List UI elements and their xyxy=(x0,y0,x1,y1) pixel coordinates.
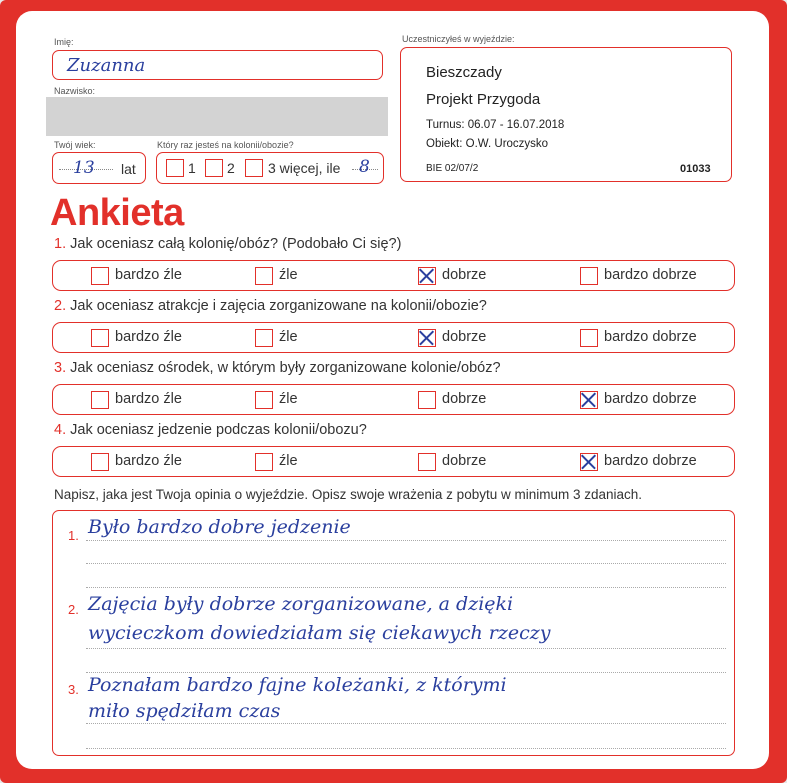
surname-label: Nazwisko: xyxy=(54,86,96,96)
answer-checkbox[interactable] xyxy=(580,391,598,409)
answer-label: dobrze xyxy=(442,329,487,345)
opinion-number: 2. xyxy=(68,602,79,617)
times-3-label: 3 więcej, ile xyxy=(268,160,341,176)
times-1-label: 1 xyxy=(188,160,196,176)
age-field[interactable] xyxy=(52,152,146,184)
times-2-label: 2 xyxy=(227,160,235,176)
age-label: Twój wiek: xyxy=(54,140,96,150)
surname-redacted xyxy=(46,97,388,136)
writing-line xyxy=(86,587,726,588)
times-field xyxy=(156,152,384,184)
writing-line xyxy=(86,540,726,541)
answer-label: dobrze xyxy=(442,267,487,283)
name-label: Imię: xyxy=(54,37,74,47)
answer-checkbox[interactable] xyxy=(255,329,273,347)
answer-checkbox[interactable] xyxy=(580,329,598,347)
writing-line xyxy=(86,672,726,673)
opinion-number: 1. xyxy=(68,528,79,543)
opinion-number: 3. xyxy=(68,682,79,697)
answer-row-4 xyxy=(52,446,735,477)
turnus-label: Turnus: xyxy=(426,119,465,131)
obiekt-value: O.W. Uroczysko xyxy=(465,138,549,150)
answer-checkbox[interactable] xyxy=(580,267,598,285)
name-value: Zuzanna xyxy=(67,55,146,76)
answer-checkbox[interactable] xyxy=(418,453,436,471)
writing-line xyxy=(86,723,726,724)
obiekt-label: Obiekt: xyxy=(426,138,463,150)
question-number: 1. xyxy=(54,236,67,252)
opinion-handwriting: Było bardzo dobre jedzenie xyxy=(88,516,351,538)
survey-title: Ankieta xyxy=(50,192,184,234)
answer-label: bardzo źle xyxy=(115,267,182,283)
times-1-checkbox[interactable] xyxy=(166,159,184,177)
question-text: Jak oceniasz jedzenie podczas kolonii/obozu? xyxy=(70,422,367,438)
trip-line1: Bieszczady xyxy=(426,64,502,81)
opinion-handwriting: wycieczkom dowiedziałam się ciekawych rzeczy xyxy=(88,622,551,644)
question-text: Jak oceniasz całą kolonię/obóz? (Podobało Ci się?) xyxy=(70,236,402,252)
answer-label: dobrze xyxy=(442,391,487,407)
question-number: 3. xyxy=(54,360,67,376)
answer-row-1 xyxy=(52,260,735,291)
trip-line2: Projekt Przygoda xyxy=(426,91,541,108)
question-number: 2. xyxy=(54,298,67,314)
answer-checkbox[interactable] xyxy=(580,453,598,471)
question-2 xyxy=(54,298,487,314)
answer-checkbox[interactable] xyxy=(255,391,273,409)
times-3-checkbox[interactable] xyxy=(245,159,263,177)
age-value: 13 xyxy=(73,158,95,178)
trip-number: 01033 xyxy=(680,163,711,175)
name-field[interactable] xyxy=(52,50,383,80)
answer-checkbox[interactable] xyxy=(418,329,436,347)
opinion-prompt: Napisz, jaka jest Twoja opinia o wyjeździe. Opisz swoje wrażenia z pobytu w minimum 3 zdaniach. xyxy=(54,487,643,502)
question-number: 4. xyxy=(54,422,67,438)
question-text: Jak oceniasz ośrodek, w którym były zorganizowane kolonie/obóz? xyxy=(70,360,501,376)
answer-label: źle xyxy=(279,453,298,469)
writing-line xyxy=(86,648,726,649)
times-2-checkbox[interactable] xyxy=(205,159,223,177)
trip-code: BIE 02/07/2 xyxy=(426,163,479,174)
opinion-handwriting: Poznałam bardzo fajne koleżanki, z którymi xyxy=(88,674,507,696)
trip-label: Uczestniczyłeś w wyjeździe: xyxy=(402,34,515,44)
answer-label: bardzo źle xyxy=(115,453,182,469)
question-1 xyxy=(54,236,401,252)
question-text: Jak oceniasz atrakcje i zajęcia zorganizowane na kolonii/obozie? xyxy=(70,298,487,314)
answer-checkbox[interactable] xyxy=(91,267,109,285)
answer-label: dobrze xyxy=(442,453,487,469)
opinion-handwriting: miło spędziłam czas xyxy=(88,700,281,722)
answer-label: źle xyxy=(279,391,298,407)
writing-line xyxy=(86,563,726,564)
times-label: Który raz jesteś na kolonii/obozie? xyxy=(157,140,294,150)
answer-checkbox[interactable] xyxy=(91,329,109,347)
answer-label: bardzo dobrze xyxy=(604,267,697,283)
answer-label: bardzo źle xyxy=(115,391,182,407)
turnus-value: 06.07 - 16.07.2018 xyxy=(467,119,565,131)
trip-info-box xyxy=(400,47,732,182)
writing-line xyxy=(86,748,726,749)
answer-checkbox[interactable] xyxy=(91,453,109,471)
answer-checkbox[interactable] xyxy=(418,267,436,285)
answer-label: źle xyxy=(279,267,298,283)
answer-row-3 xyxy=(52,384,735,415)
age-unit: lat xyxy=(121,161,136,177)
answer-checkbox[interactable] xyxy=(91,391,109,409)
opinion-handwriting: Zajęcia były dobrze zorganizowane, a dzięki xyxy=(88,593,514,615)
answer-row-2 xyxy=(52,322,735,353)
times-count: 8 xyxy=(359,157,370,177)
answer-label: bardzo źle xyxy=(115,329,182,345)
answer-label: bardzo dobrze xyxy=(604,391,697,407)
answer-label: bardzo dobrze xyxy=(604,329,697,345)
answer-label: bardzo dobrze xyxy=(604,453,697,469)
question-3 xyxy=(54,360,501,376)
answer-checkbox[interactable] xyxy=(255,267,273,285)
answer-checkbox[interactable] xyxy=(418,391,436,409)
question-4 xyxy=(54,422,367,438)
answer-checkbox[interactable] xyxy=(255,453,273,471)
answer-label: źle xyxy=(279,329,298,345)
